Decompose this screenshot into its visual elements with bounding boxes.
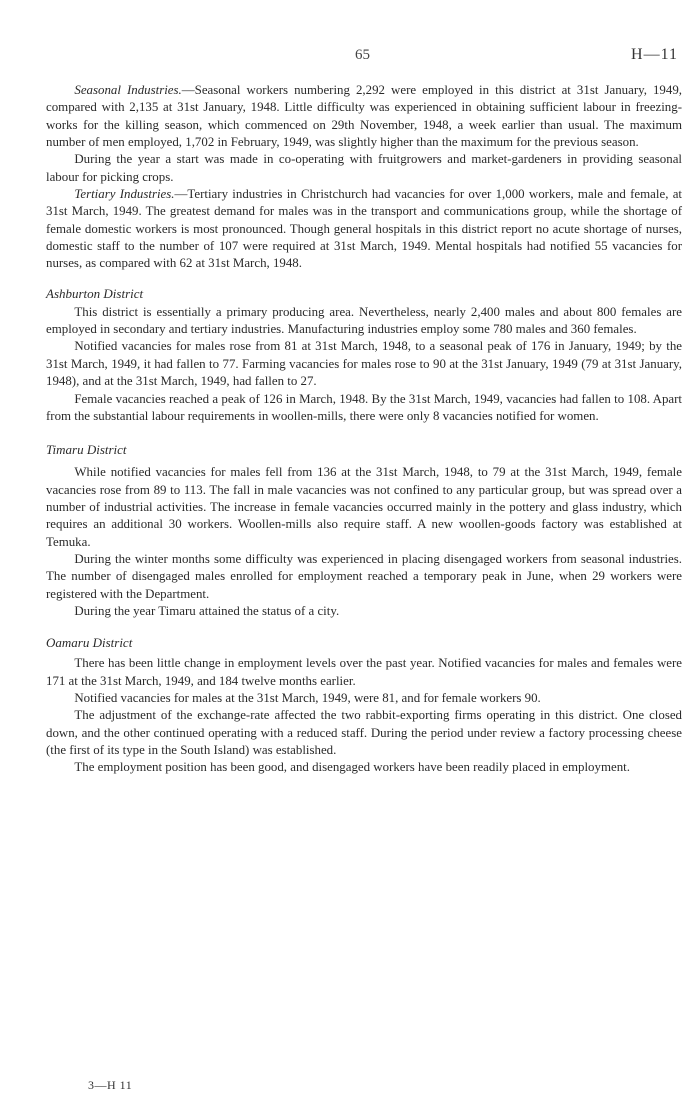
section-heading-oamaru: Oamaru District [46,635,133,651]
paragraph-text: —Tertiary industries in Christchurch had vacancies for over 1,000 workers, male and female, at 31st March, 1949. The greatest demand for males was in the transport and communications group, while the shortage of female domestic workers is most pronounced. Though general hospitals in this district report no acute shortage of nurses, domestic staff to the number of 107 were required at 31st March, 1949. Mental hospitals had notified 55 vacancies for nurses, as compared with 62 at 31st March, 1948. [46,187,682,271]
section-heading-ashburton: Ashburton District [46,285,144,301]
paragraph-seasonal-industries [46,82,682,151]
paragraph: Notified vacancies for males at the 31st March, 1949, were 81, and for female workers 90. [74,690,541,705]
run-in-heading-seasonal: Seasonal Industries. [74,83,182,97]
paragraph: There has been little change in employment levels over the past year. Notified vacancies for males and females were 171 at the 31st March, 1949, and 184 twelve months earlier. [46,656,682,688]
paragraph: During the year Timaru attained the status of a city. [74,603,340,618]
document-reference: H—11 [631,46,678,63]
paragraph: During the winter months some difficulty was experienced in placing disengaged workers from seasonal industries. The number of disengaged males enrolled for employment reached a temporary peak in June, when 29 workers were registered with the Department. [46,551,682,601]
paragraph: The adjustment of the exchange-rate affected the two rabbit-exporting firms operating in this district. One closed down, and the other continued operating with a reduced staff. During the period under review a factory processing cheese (the first of its type in the South Island) was established. [46,708,682,757]
paragraph-tertiary-industries [46,186,682,273]
signature-mark: 3—H 11 [88,1078,133,1092]
run-in-heading-tertiary: Tertiary Industries. [74,187,175,202]
paragraph: Female vacancies reached a peak of 126 in March, 1948. By the 31st March, 1949, vacancies had fallen to 108. Apart from the substantial labour requirements in woollen-mills, there were only 8 vacancies notified for women. [46,391,682,423]
paragraph: During the year a start was made in co-operating with fruitgrowers and market-gardeners in providing seasonal labour for picking crops. [46,152,682,184]
paragraph: This district is essentially a primary producing area. Nevertheless, nearly 2,400 males and about 800 females are employed in secondary and tertiary industries. Manufacturing industries employ some 780 males and 360 females. [46,304,682,337]
page-number: 65 [355,47,370,63]
section-heading-timaru: Timaru District [46,442,127,458]
paragraph-text: —Seasonal workers numbering 2,292 were employed in this district at 31st January, 1949, compared with 2,135 at 31st January, 1948. Little difficulty was experienced in obtaining sufficient labour in freezing-works for the killing season, which commenced on 29th November, 1948, a week earlier than usual. The maximum number of men employed, 1,702 in February, 1949, was slightly higher than the maximum for the previous season. [46,83,682,150]
page-body [46,82,682,777]
paragraph: Notified vacancies for males rose from 81 at 31st March, 1948, to a seasonal peak of 176 in January, 1949; by the 31st March, 1949, it had fallen to 77. Farming vacancies for males rose to 90 at the 31st January, 1949 (79 at 31st January, 1948), and at the 31st March, 1949, had fallen to 27. [46,339,682,389]
paragraph: The employment position has been good, and disengaged workers have been readily placed in employment. [74,760,630,775]
paragraph: While notified vacancies for males fell from 136 at the 31st March, 1948, to 79 at the 31st March, 1949, female vacancies rose from 89 to 113. The fall in male vacancies was not confined to any particular group, but was spread over a number of industrial activities. The increase in female vacancies occurred mainly in the pottery and glass industry, which requires an additional 30 workers. Woollen-mills also require staff. A new woollen-goods factory was established at Temuka. [46,465,682,549]
